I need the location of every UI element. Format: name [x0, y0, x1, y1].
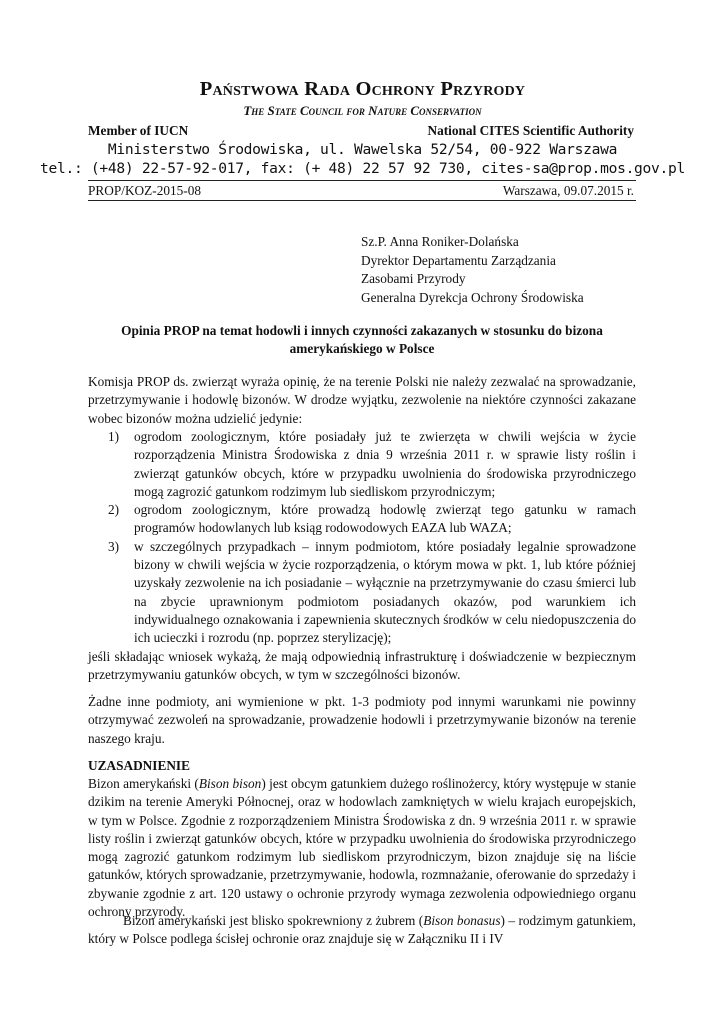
list-text: ogrodom zoologicznym, które prowadzą hodowlę zwierząt tego gatunku w ramach programów hodowlanych lub ksiąg rodowodowych EAZA lub WAZA; — [134, 502, 636, 536]
list-item — [108, 538, 636, 648]
list-item — [108, 428, 636, 501]
letter-date: Warszawa, 09.07.2015 r. — [502, 183, 634, 198]
species-latin-name: Bison bison — [198, 776, 262, 791]
org-name: Państwowa Rada Ochrony Przyrody — [199, 78, 526, 100]
text-run: Bizon amerykański ( — [88, 776, 199, 791]
justification-paragraph-2 — [88, 912, 636, 949]
text-run: ) jest obcym gatunkiem dużego roślinożercy, który występuje w stanie dzikim na terenie Ameryki Północnej, oraz w hodowlach zamkniętych w wielu krajach europejskich, w tym w Polsce. Zgodnie z rozporządzeniem Ministra Środowiska z dn. 9 września 2011 r. w sprawie listy roślin i zwierząt gatunków obcych, które w przypadku uwolnienia do środowiska przyrodniczego mogą zagrozić gatunkom rodzimym lub siedliskom przyrodniczym, bizon znajduje się na liście gatunków, których sprowadzanie, przetrzymywanie, hodowla, rozmnażanie, oferowanie do sprzedaży i zbywanie zgodnie z art. 120 ustawy o ochronie przyrody wymaga zezwolenia odpowiedniego organu ochrony przyrody. — [88, 776, 636, 920]
intro-paragraph: Komisja PROP ds. zwierząt wyraża opinię, że na terenie Polski nie należy zezwalać na sprowadzanie, przetrzymywanie i hodowlę bizonów. W drodze wyjątku, zezwolenie na niektóre czynności zakazane wobec bizonów można udzielić jedynie: — [88, 374, 636, 426]
justification-heading: UZASADNIENIE — [88, 758, 190, 773]
text-run: ) – rodzimym gatunkiem, który w Polsce podlega ścisłej ochronie oraz znajduje się w Załączniku II i IV — [88, 913, 636, 947]
justification-paragraph-1 — [88, 775, 636, 921]
restriction-paragraph: Żadne inne podmioty, ani wymienione w pkt. 1-3 podmioty pod innymi warunkami nie powinny otrzymywać zezwoleń na sprowadzanie, prowadzenie hodowli i przetrzymywanie bizonów na terenie naszego kraju. — [88, 694, 636, 746]
species-latin-name: Bison bonasus — [423, 913, 501, 928]
recipient-line: Dyrektor Departamentu Zarządzania — [361, 252, 556, 268]
header-divider-bottom — [88, 200, 636, 201]
recipient-line: Generalna Dyrekcja Ochrony Środowiska — [361, 289, 584, 305]
list-number: 3) — [108, 538, 120, 554]
postal-address: Ministerstwo Środowiska, ul. Wawelska 52/54, 00-922 Warszawa — [107, 141, 618, 158]
list-number: 1) — [108, 429, 120, 444]
list-text: w szczególnych przypadkach – innym podmiotom, które posiadały legalnie sprowadzone bizony w chwili wejścia w życie rozporządzenia, o którym mowa w pkt. 1, lub które później uzyskały zezwolenie na ich posiadanie – wyłącznie na przetrzymywanie do czasu śmierci lub na zbycie uprawnionym podmiotom posiadanych okazów, pod warunkiem ich indywidualnego oznakowania i zapewnienia skutecznych środków w celu niedopuszczenia do ich ucieczki i rozrodu (np. poprzez sterylizację); — [134, 538, 636, 646]
text-run: Bizon amerykański jest blisko spokrewniony z żubrem ( — [123, 913, 424, 928]
membership: Member of IUCN — [88, 123, 189, 138]
recipient-line: Sz.P. Anna Roniker-Dolańska — [361, 234, 519, 249]
exceptions-list — [108, 428, 636, 648]
org-name-english: The State Council for Nature Conservation — [243, 103, 482, 118]
recipient-line: Zasobami Przyrody — [361, 271, 466, 286]
document-title: Opinia PROP na temat hodowli i innych czynności zakazanych w stosunku do bizona amerykańskiego w Polsce — [121, 323, 603, 357]
list-text: ogrodom zoologicznym, które posiadały już te zwierzęta w chwili wejścia w życie rozporządzenia Ministra Środowiska z dnia 9 września 2011 r. w sprawie listy roślin i zwierząt gatunków obcych, które w przypadku uwolnienia do środowiska przyrodniczego mogą zagrozić gatunkom rodzimym lub siedliskom przyrodniczym; — [134, 429, 636, 499]
recipient-block — [361, 233, 584, 307]
list-number: 2) — [108, 502, 120, 518]
header-divider-top — [88, 180, 636, 181]
list-item — [108, 501, 636, 538]
condition-paragraph: jeśli składając wniosek wykażą, że mają odpowiednią infrastrukturę i doświadczenie w bezpiecznym przetrzymywaniu gatunków obcych, w tym w szczególności bizonów. — [88, 649, 636, 683]
authority-role: National CITES Scientific Authority — [427, 123, 634, 138]
reference-number: PROP/KOZ-2015-08 — [88, 183, 202, 198]
contact-details: tel.: (+48) 22-57-92-017, fax: (+ 48) 22 57 92 730, cites-sa@prop.mos.gov.pl — [40, 160, 685, 177]
